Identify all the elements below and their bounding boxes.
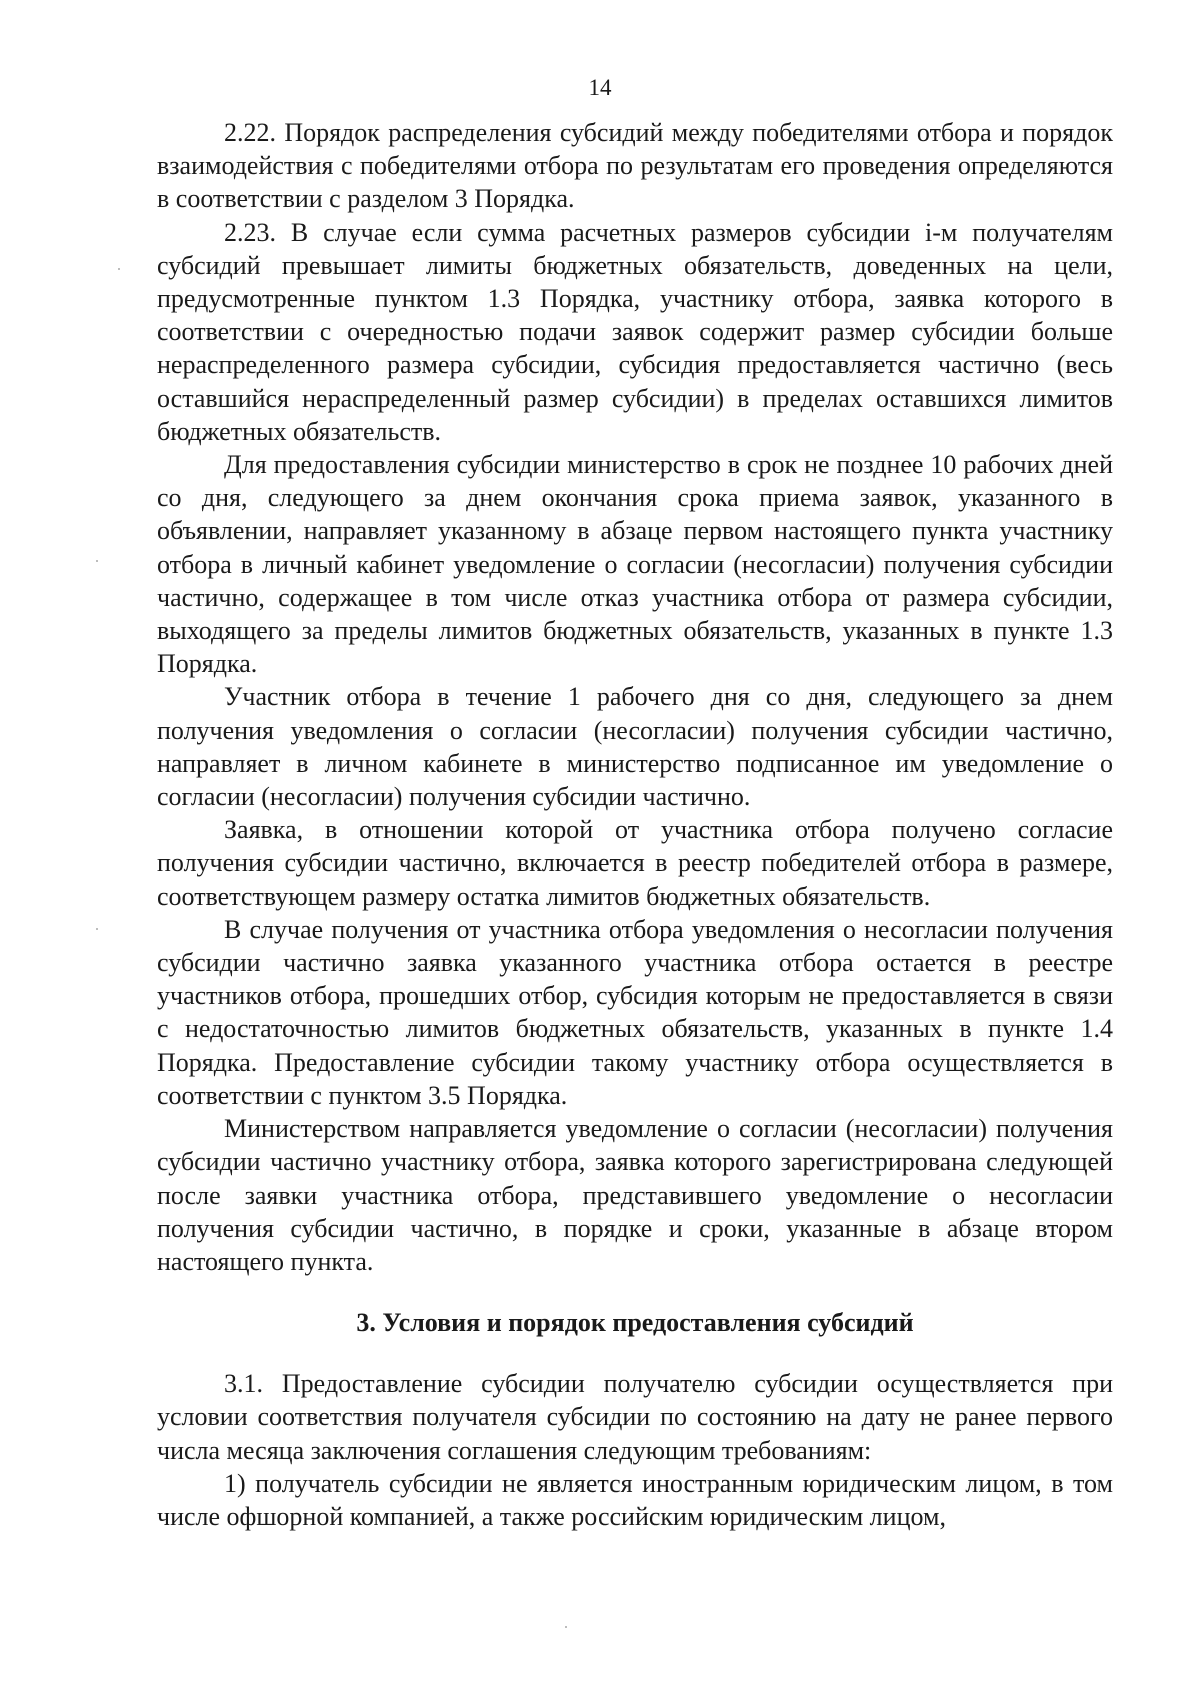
section-heading: 3. Условия и порядок предоставления субсидий <box>356 1308 914 1338</box>
paragraph-2-23: 2.23. В случае если сумма расчетных размеров субсидии i-м получателям субсидий превышает лимиты бюджетных обязательств, доведенных на цели, предусмотренные пунктом 1.3 Порядка, участнику отбора, заявка которого в соответствии с очередностью подачи заявок содержит размер субсидии больше нераспределенного размера субсидии, субсидия предоставляется частично (весь оставшийся нераспределенный размер субсидии) в пределах оставшихся лимитов бюджетных обязательств. <box>157 217 1113 446</box>
document-body <box>157 116 1113 1533</box>
paragraph-next-participant: Министерством направляется уведомление о согласии (несогласии) получения субсидии частично участнику отбора, заявка которого зарегистрирована следующей после заявки участника отбора, представившего уведомление о несогласии получения субсидии частично, в порядке и сроки, указанные в абзаце втором настоящего пункта. <box>157 1114 1113 1276</box>
page-number: 14 <box>588 75 612 100</box>
scan-speck <box>96 928 98 930</box>
paragraph-requirement-1: 1) получатель субсидии не является иностранным юридическим лицом, в том числе офшорной компанией, а также российским юридическим лицом, <box>157 1468 1113 1531</box>
scan-speck <box>118 268 120 270</box>
scan-speck <box>565 1626 567 1628</box>
paragraph-winners-registry: Заявка, в отношении которой от участника отбора получено согласие получения субсидии частично, включается в реестр победителей отбора в размере, соответствующем размеру остатка лимитов бюджетных обязательств. <box>157 815 1113 911</box>
paragraph-2-22: 2.22. Порядок распределения субсидий между победителями отбора и порядок взаимодействия с победителями отбора по результатам его проведения определяются в соответствии с разделом 3 Порядка. <box>157 118 1113 214</box>
paragraph-disagreement-case: В случае получения от участника отбора уведомления о несогласии получения субсидии частично заявка указанного участника отбора остается в реестре участников отбора, прошедших отбор, субсидия которым не предоставляется в связи с недостаточностью лимитов бюджетных обязательств, указанных в пункте 1.4 Порядка. Предоставление субсидии такому участнику отбора осуществляется в соответствии с пунктом 3.5 Порядка. <box>157 914 1113 1110</box>
paragraph-notification: Для предоставления субсидии министерство в срок не позднее 10 рабочих дней со дня, следующего за днем окончания срока приема заявок, указанного в объявлении, направляет указанному в абзаце первом настоящего пункта участнику отбора в личный кабинет уведомление о согласии (несогласии) получения субсидии частично, содержащее в том числе отказ участника отбора от размера субсидии, выходящего за пределы лимитов бюджетных обязательств, указанных в пункте 1.3 Порядка. <box>157 450 1113 679</box>
scan-speck <box>96 560 98 562</box>
paragraph-participant-response: Участник отбора в течение 1 рабочего дня со дня, следующего за днем получения уведомления о согласии (несогласии) получения субсидии частично, направляет в личном кабинете в министерство подписанное им уведомление о согласии (несогласии) получения субсидии частично. <box>157 682 1113 812</box>
paragraph-3-1: 3.1. Предоставление субсидии получателю субсидии осуществляется при условии соответствия получателя субсидии по состоянию на дату не ранее первого числа месяца заключения соглашения следующим требованиям: <box>157 1369 1113 1465</box>
